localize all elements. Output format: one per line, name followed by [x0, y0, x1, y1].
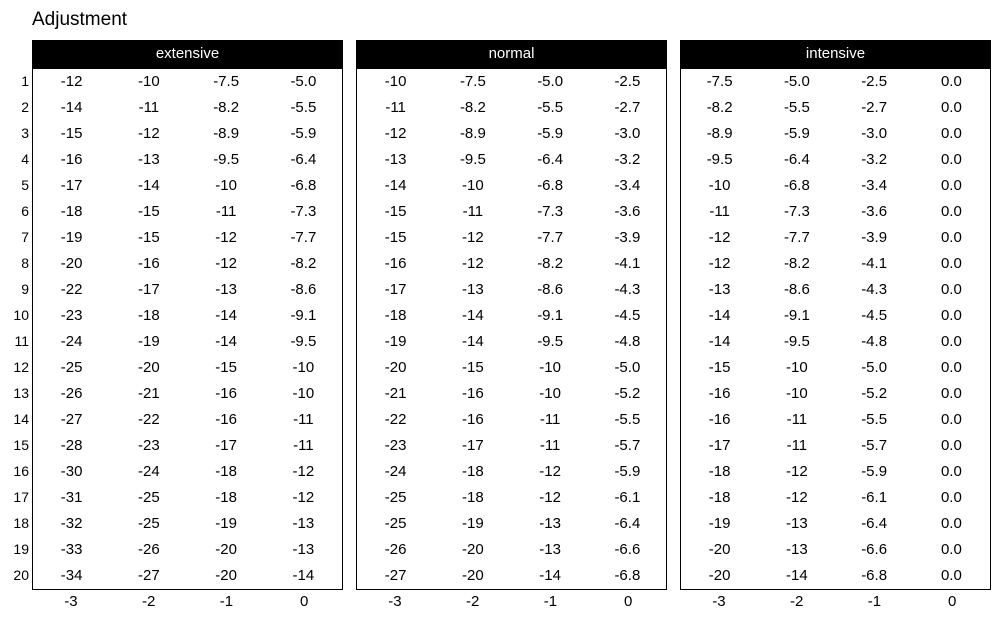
data-cell: -18: [462, 489, 484, 506]
row-number: 15: [13, 437, 29, 453]
data-cell: 0.0: [940, 359, 962, 376]
data-cell: -5.9: [537, 125, 564, 142]
column-label: -1: [219, 593, 234, 610]
data-cell: -24: [384, 463, 407, 480]
row-number: 20: [13, 567, 29, 583]
data-cell: -12: [462, 255, 484, 272]
data-cell: -32: [60, 515, 83, 532]
panel-normal-grid: [356, 68, 667, 590]
data-cell: -12: [462, 229, 484, 246]
data-cell: -16: [384, 255, 407, 272]
data-cell: -4.3: [614, 281, 641, 298]
data-cell: -22: [60, 281, 83, 298]
data-cell: -15: [138, 229, 160, 246]
data-cell: -14: [292, 567, 315, 584]
data-cell: -30: [60, 463, 83, 480]
data-cell: -6.4: [783, 151, 810, 168]
data-cell: -12: [292, 463, 315, 480]
data-cell: -5.0: [783, 73, 810, 90]
adjustment-figure: [0, 9, 1000, 614]
panel-extensive: [32, 40, 343, 614]
panel-intensive-header: intensive: [680, 40, 991, 68]
row-number: 6: [21, 203, 29, 219]
data-cell: -8.6: [537, 281, 564, 298]
data-cell: -9.5: [213, 151, 240, 168]
data-cell: -6.4: [614, 515, 641, 532]
data-cell: -8.2: [213, 99, 240, 116]
row-number-header-spacer: [8, 40, 32, 68]
data-cell: -18: [60, 203, 83, 220]
data-cell: -11: [138, 99, 160, 116]
data-cell: -26: [60, 385, 83, 402]
data-cell: -26: [138, 541, 160, 558]
data-cell: -7.3: [290, 203, 317, 220]
data-cell: -13: [384, 151, 407, 168]
data-cell: -7.7: [537, 229, 564, 246]
data-cell: -15: [708, 359, 731, 376]
data-cell: -16: [462, 411, 484, 428]
data-cell: -17: [60, 177, 83, 194]
data-cell: -14: [215, 307, 237, 324]
data-cell: -10: [539, 385, 561, 402]
data-cell: -14: [708, 333, 731, 350]
data-cell: -13: [786, 541, 808, 558]
data-cell: -12: [786, 463, 808, 480]
data-cell: -17: [384, 281, 407, 298]
data-cell: -27: [384, 567, 407, 584]
data-cell: -20: [215, 541, 237, 558]
data-cell: -11: [293, 437, 314, 454]
data-cell: -5.2: [614, 385, 641, 402]
row-number: 12: [13, 359, 29, 375]
data-cell: -16: [215, 411, 237, 428]
data-cell: 0.0: [940, 333, 962, 350]
data-cell: -7.7: [290, 229, 317, 246]
data-cell: -12: [215, 255, 237, 272]
data-cell: -19: [215, 515, 237, 532]
data-cell: -13: [539, 515, 561, 532]
panel-intensive: [680, 40, 991, 614]
data-cell: -10: [138, 73, 160, 90]
data-cell: -7.3: [537, 203, 564, 220]
data-cell: 0.0: [940, 567, 962, 584]
row-number: 14: [13, 411, 29, 427]
data-cell: -5.9: [861, 463, 888, 480]
data-cell: -10: [384, 73, 407, 90]
data-cell: -10: [786, 385, 808, 402]
data-cell: -18: [462, 463, 484, 480]
data-cell: -9.5: [706, 151, 733, 168]
data-cell: -9.5: [783, 333, 810, 350]
data-cell: -11: [215, 203, 237, 220]
data-cell: -3.6: [614, 203, 641, 220]
data-cell: -20: [384, 359, 407, 376]
figure-title: Adjustment: [32, 9, 128, 30]
data-cell: -20: [462, 541, 484, 558]
data-cell: -20: [138, 359, 160, 376]
column-label: 0: [947, 593, 957, 610]
data-cell: -17: [138, 281, 160, 298]
row-number-list: [8, 68, 32, 588]
column-label: -2: [789, 593, 804, 610]
data-cell: -9.5: [459, 151, 486, 168]
data-cell: -6.4: [861, 515, 888, 532]
data-cell: -14: [462, 333, 484, 350]
data-cell: -6.8: [290, 177, 317, 194]
data-cell: 0.0: [940, 489, 962, 506]
data-cell: -10: [708, 177, 731, 194]
data-cell: -11: [786, 411, 808, 428]
data-cell: -5.5: [783, 99, 810, 116]
data-cell: -6.6: [861, 541, 888, 558]
data-cell: 0.0: [940, 437, 962, 454]
data-cell: -12: [786, 489, 808, 506]
data-cell: -19: [708, 515, 731, 532]
data-cell: -7.3: [783, 203, 810, 220]
data-cell: -18: [384, 307, 407, 324]
data-cell: -4.8: [861, 333, 888, 350]
data-cell: -14: [462, 307, 484, 324]
data-cell: -27: [60, 411, 83, 428]
data-cell: -8.9: [706, 125, 733, 142]
data-cell: -8.6: [290, 281, 317, 298]
data-cell: -31: [60, 489, 83, 506]
data-cell: -16: [708, 385, 731, 402]
data-cell: -19: [138, 333, 160, 350]
data-cell: -5.7: [861, 437, 888, 454]
column-label: 0: [623, 593, 633, 610]
data-cell: -22: [138, 411, 160, 428]
data-cell: -4.3: [861, 281, 888, 298]
data-cell: -16: [138, 255, 160, 272]
data-cell: -13: [292, 515, 315, 532]
data-cell: -25: [138, 515, 160, 532]
data-cell: -15: [384, 229, 407, 246]
data-cell: -6.8: [861, 567, 888, 584]
data-cell: -3.6: [861, 203, 888, 220]
row-number: 4: [21, 151, 29, 167]
data-cell: -12: [60, 73, 83, 90]
data-cell: -8.9: [459, 125, 486, 142]
data-cell: 0.0: [940, 203, 962, 220]
data-cell: -12: [138, 125, 160, 142]
data-cell: -14: [786, 567, 808, 584]
data-cell: -3.9: [861, 229, 888, 246]
data-cell: -3.4: [614, 177, 641, 194]
data-cell: -5.0: [861, 359, 888, 376]
row-number: 13: [13, 385, 29, 401]
data-cell: -24: [138, 463, 160, 480]
data-cell: -18: [138, 307, 160, 324]
data-cell: -24: [60, 333, 83, 350]
data-cell: 0.0: [940, 151, 962, 168]
row-number: 7: [21, 229, 29, 245]
data-cell: -9.1: [783, 307, 810, 324]
column-label: -1: [867, 593, 882, 610]
data-cell: -20: [708, 567, 731, 584]
panel-normal: [356, 40, 667, 614]
data-cell: -19: [462, 515, 484, 532]
data-cell: -4.8: [614, 333, 641, 350]
data-cell: -23: [384, 437, 407, 454]
data-cell: -8.6: [783, 281, 810, 298]
data-cell: -10: [292, 359, 315, 376]
data-cell: -5.0: [537, 73, 564, 90]
row-number: 10: [13, 307, 29, 323]
data-cell: -13: [539, 541, 561, 558]
data-cell: -14: [138, 177, 160, 194]
data-cell: -7.5: [706, 73, 733, 90]
column-label: -3: [64, 593, 78, 610]
row-number: 18: [13, 515, 29, 531]
data-cell: 0.0: [940, 255, 962, 272]
panel-normal-header: normal: [356, 40, 667, 68]
data-cell: -6.1: [861, 489, 888, 506]
data-cell: -13: [215, 281, 237, 298]
data-cell: -9.5: [290, 333, 317, 350]
data-cell: -2.5: [614, 73, 641, 90]
data-cell: -25: [138, 489, 160, 506]
data-cell: -5.9: [290, 125, 317, 142]
panel-intensive-col-labels: [680, 590, 991, 614]
column-label: -2: [465, 593, 480, 610]
data-cell: -5.5: [861, 411, 888, 428]
data-cell: -18: [708, 489, 731, 506]
data-cell: -14: [60, 99, 83, 116]
data-cell: -6.8: [614, 567, 641, 584]
data-cell: -15: [60, 125, 83, 142]
data-cell: -19: [60, 229, 83, 246]
data-cell: -11: [709, 203, 730, 220]
data-cell: -14: [215, 333, 237, 350]
data-cell: -4.5: [861, 307, 888, 324]
panel-extensive-header: extensive: [32, 40, 343, 68]
row-number: 8: [21, 255, 29, 271]
data-cell: -6.6: [614, 541, 641, 558]
data-cell: -4.5: [614, 307, 641, 324]
data-cell: -3.9: [614, 229, 641, 246]
data-cell: -17: [462, 437, 484, 454]
data-cell: -15: [384, 203, 407, 220]
data-cell: -23: [138, 437, 160, 454]
data-cell: -13: [786, 515, 808, 532]
data-cell: -17: [708, 437, 731, 454]
data-cell: -5.5: [614, 411, 641, 428]
data-cell: -11: [539, 437, 561, 454]
data-cell: -28: [60, 437, 83, 454]
data-cell: -12: [708, 229, 731, 246]
data-cell: -13: [708, 281, 731, 298]
data-cell: -3.2: [861, 151, 888, 168]
data-cell: -16: [60, 151, 83, 168]
data-cell: -8.2: [459, 99, 486, 116]
row-number: 3: [21, 125, 29, 141]
data-cell: -5.5: [537, 99, 564, 116]
data-cell: -12: [539, 489, 561, 506]
data-cell: -15: [215, 359, 237, 376]
data-cell: -6.8: [537, 177, 564, 194]
data-cell: 0.0: [940, 463, 962, 480]
data-cell: -18: [708, 463, 731, 480]
data-cell: -18: [215, 489, 237, 506]
data-cell: -12: [292, 489, 315, 506]
column-label: -3: [712, 593, 726, 610]
data-cell: -11: [293, 411, 314, 428]
data-cell: -16: [215, 385, 237, 402]
data-cell: -12: [539, 463, 561, 480]
data-cell: -5.2: [861, 385, 888, 402]
data-cell: -5.9: [614, 463, 641, 480]
data-cell: -5.7: [614, 437, 641, 454]
data-cell: -10: [786, 359, 808, 376]
data-cell: -3.2: [614, 151, 641, 168]
data-cell: -8.9: [213, 125, 240, 142]
data-cell: 0.0: [940, 385, 962, 402]
row-number: 5: [21, 177, 29, 193]
column-label: 0: [299, 593, 309, 610]
data-cell: -25: [384, 489, 407, 506]
data-cell: -12: [708, 255, 731, 272]
data-cell: -7.5: [459, 73, 486, 90]
data-cell: 0.0: [940, 411, 962, 428]
data-cell: -3.0: [861, 125, 888, 142]
row-number: 16: [13, 463, 29, 479]
data-cell: -5.0: [614, 359, 641, 376]
data-cell: -16: [708, 411, 731, 428]
row-number: 17: [13, 489, 29, 505]
data-cell: -7.5: [213, 73, 240, 90]
panel-extensive-col-labels: [32, 590, 343, 614]
data-cell: -9.5: [537, 333, 564, 350]
data-cell: -8.2: [537, 255, 564, 272]
panel-extensive-grid: [32, 68, 343, 590]
data-cell: -15: [138, 203, 160, 220]
data-cell: -11: [385, 99, 406, 116]
data-cell: -26: [384, 541, 407, 558]
data-cell: -14: [539, 567, 561, 584]
data-cell: -9.1: [537, 307, 564, 324]
data-cell: -10: [539, 359, 561, 376]
data-cell: 0.0: [940, 229, 962, 246]
data-cell: 0.0: [940, 515, 962, 532]
data-cell: -23: [60, 307, 83, 324]
data-cell: -5.5: [290, 99, 317, 116]
data-cell: -12: [215, 229, 237, 246]
data-cell: 0.0: [940, 73, 962, 90]
data-cell: 0.0: [940, 281, 962, 298]
data-cell: -10: [462, 177, 484, 194]
panels-layout: [8, 40, 1000, 614]
data-cell: -13: [138, 151, 160, 168]
data-cell: -10: [292, 385, 315, 402]
data-cell: -3.4: [861, 177, 888, 194]
data-cell: -12: [384, 125, 407, 142]
data-cell: 0.0: [940, 99, 962, 116]
data-cell: -13: [292, 541, 315, 558]
data-cell: -3.0: [614, 125, 641, 142]
data-cell: -8.2: [290, 255, 317, 272]
data-cell: -6.8: [783, 177, 810, 194]
row-number: 2: [21, 99, 29, 115]
data-cell: -34: [60, 567, 83, 584]
column-label: -3: [388, 593, 402, 610]
data-cell: -11: [462, 203, 484, 220]
row-number: 9: [21, 281, 29, 297]
data-cell: -20: [215, 567, 237, 584]
panel-normal-col-labels: [356, 590, 667, 614]
data-cell: -4.1: [861, 255, 888, 272]
data-cell: -21: [384, 385, 407, 402]
data-cell: -14: [384, 177, 407, 194]
data-cell: -15: [462, 359, 484, 376]
data-cell: -7.7: [783, 229, 810, 246]
data-cell: -21: [138, 385, 160, 402]
data-cell: 0.0: [940, 307, 962, 324]
data-cell: -8.2: [706, 99, 733, 116]
data-cell: 0.0: [940, 541, 962, 558]
data-cell: -22: [384, 411, 407, 428]
data-cell: -25: [384, 515, 407, 532]
data-cell: -19: [384, 333, 407, 350]
data-cell: 0.0: [940, 125, 962, 142]
data-cell: -18: [215, 463, 237, 480]
data-cell: -25: [60, 359, 83, 376]
data-cell: -16: [462, 385, 484, 402]
data-cell: -11: [786, 437, 808, 454]
row-number: 19: [13, 541, 29, 557]
column-label: -1: [543, 593, 558, 610]
data-cell: -2.5: [861, 73, 888, 90]
data-cell: -2.7: [614, 99, 641, 116]
data-cell: -20: [708, 541, 731, 558]
row-number-column: [8, 40, 32, 588]
data-cell: -4.1: [614, 255, 641, 272]
data-cell: -20: [462, 567, 484, 584]
data-cell: -14: [708, 307, 731, 324]
data-cell: -10: [215, 177, 237, 194]
data-cell: -20: [60, 255, 83, 272]
row-number: 11: [14, 333, 29, 349]
data-cell: -9.1: [290, 307, 317, 324]
row-number: 1: [21, 73, 29, 89]
data-cell: -11: [539, 411, 561, 428]
data-cell: -2.7: [861, 99, 888, 116]
column-label: -2: [141, 593, 156, 610]
data-cell: -33: [60, 541, 83, 558]
data-cell: -6.4: [290, 151, 317, 168]
panel-intensive-grid: [680, 68, 991, 590]
data-cell: -6.4: [537, 151, 564, 168]
data-cell: 0.0: [940, 177, 962, 194]
data-cell: -6.1: [614, 489, 641, 506]
data-cell: -13: [462, 281, 484, 298]
data-cell: -8.2: [783, 255, 810, 272]
data-cell: -5.9: [783, 125, 810, 142]
data-cell: -5.0: [290, 73, 317, 90]
data-cell: -17: [215, 437, 237, 454]
data-cell: -27: [138, 567, 160, 584]
